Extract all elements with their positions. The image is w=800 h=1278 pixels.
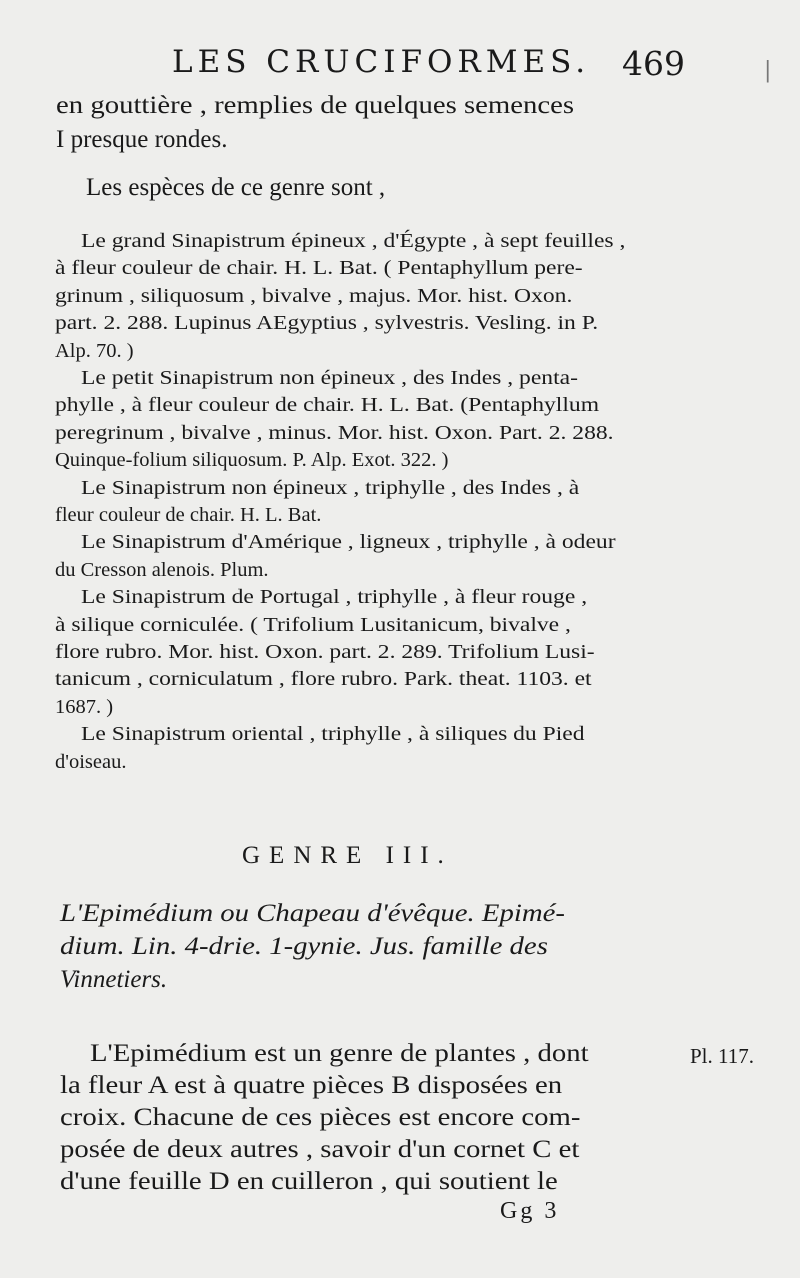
text-line: en gouttière , remplies de quelques semences xyxy=(56,92,575,119)
running-head: LES CRUCIFORMES. xyxy=(172,44,591,80)
body-line: posée de deux autres , savoir d'un cornet C et xyxy=(60,1136,580,1163)
species-line: à fleur couleur de chair. H. L. Bat. ( Pentaphyllum pere- xyxy=(55,257,583,280)
species-line: grinum , siliquosum , bivalve , majus. Mor. hist. Oxon. xyxy=(55,284,573,307)
text-line: I presque rondes. xyxy=(56,126,228,153)
page-number: 469 xyxy=(622,44,685,83)
species-line: Le Sinapistrum de Portugal , triphylle , à fleur rouge , xyxy=(81,586,588,609)
species-line: Alp. 70. ) xyxy=(55,339,134,362)
genre-heading: GENRE III. xyxy=(242,842,453,869)
species-line: 1687. ) xyxy=(55,695,114,718)
species-line: fleur couleur de chair. H. L. Bat. xyxy=(55,504,322,526)
species-line: flore rubro. Mor. hist. Oxon. part. 2. 289. Trifolium Lusi- xyxy=(55,641,595,663)
species-line: Le Sinapistrum d'Amérique , ligneux , triphylle , à odeur xyxy=(81,531,616,554)
species-line: du Cresson alenois. Plum. xyxy=(55,558,269,581)
species-line: part. 2. 288. Lupinus AEgyptius , sylvestris. Vesling. in P. xyxy=(55,312,599,335)
species-line: tanicum , corniculatum , flore rubro. Park. theat. 1103. et xyxy=(55,668,592,691)
body-line: la fleur A est à quatre pièces B disposées en xyxy=(60,1072,563,1099)
species-line: d'oiseau. xyxy=(55,750,127,773)
plate-reference: Pl. 117. xyxy=(690,1044,754,1068)
species-line: Le petit Sinapistrum non épineux , des Indes , penta- xyxy=(81,367,578,389)
species-line: à silique corniculée. ( Trifolium Lusitanicum, bivalve , xyxy=(55,613,571,636)
species-heading: Les espèces de ce genre sont , xyxy=(86,174,386,201)
species-line: Quinque-folium siliquosum. P. Alp. Exot. 322. ) xyxy=(55,449,449,472)
species-line: Le Sinapistrum oriental , triphylle , à siliques du Pied xyxy=(81,723,585,746)
species-line: peregrinum , bivalve , minus. Mor. hist. Oxon. Part. 2. 288. xyxy=(55,421,614,444)
body-line: d'une feuille D en cuilleron , qui soutient le xyxy=(60,1168,558,1195)
genre-title-line: L'Epimédium ou Chapeau d'évêque. Epimé- xyxy=(60,900,565,927)
signature-mark: Gg 3 xyxy=(500,1198,560,1224)
body-line: croix. Chacune de ces pièces est encore com- xyxy=(60,1104,581,1131)
species-line: phylle , à fleur couleur de chair. H. L. Bat. (Pentaphyllum xyxy=(55,394,600,417)
species-line: Le grand Sinapistrum épineux , d'Égypte , à sept feuilles , xyxy=(81,230,626,252)
body-line: L'Epimédium est un genre de plantes , dont xyxy=(90,1040,589,1067)
genre-title-line: dium. Lin. 4-drie. 1-gynie. Jus. famille des xyxy=(60,933,548,960)
edge-mark: | xyxy=(764,58,772,83)
genre-title-line: Vinnetiers. xyxy=(60,966,168,993)
species-line: Le Sinapistrum non épineux , triphylle , des Indes , à xyxy=(81,476,580,499)
